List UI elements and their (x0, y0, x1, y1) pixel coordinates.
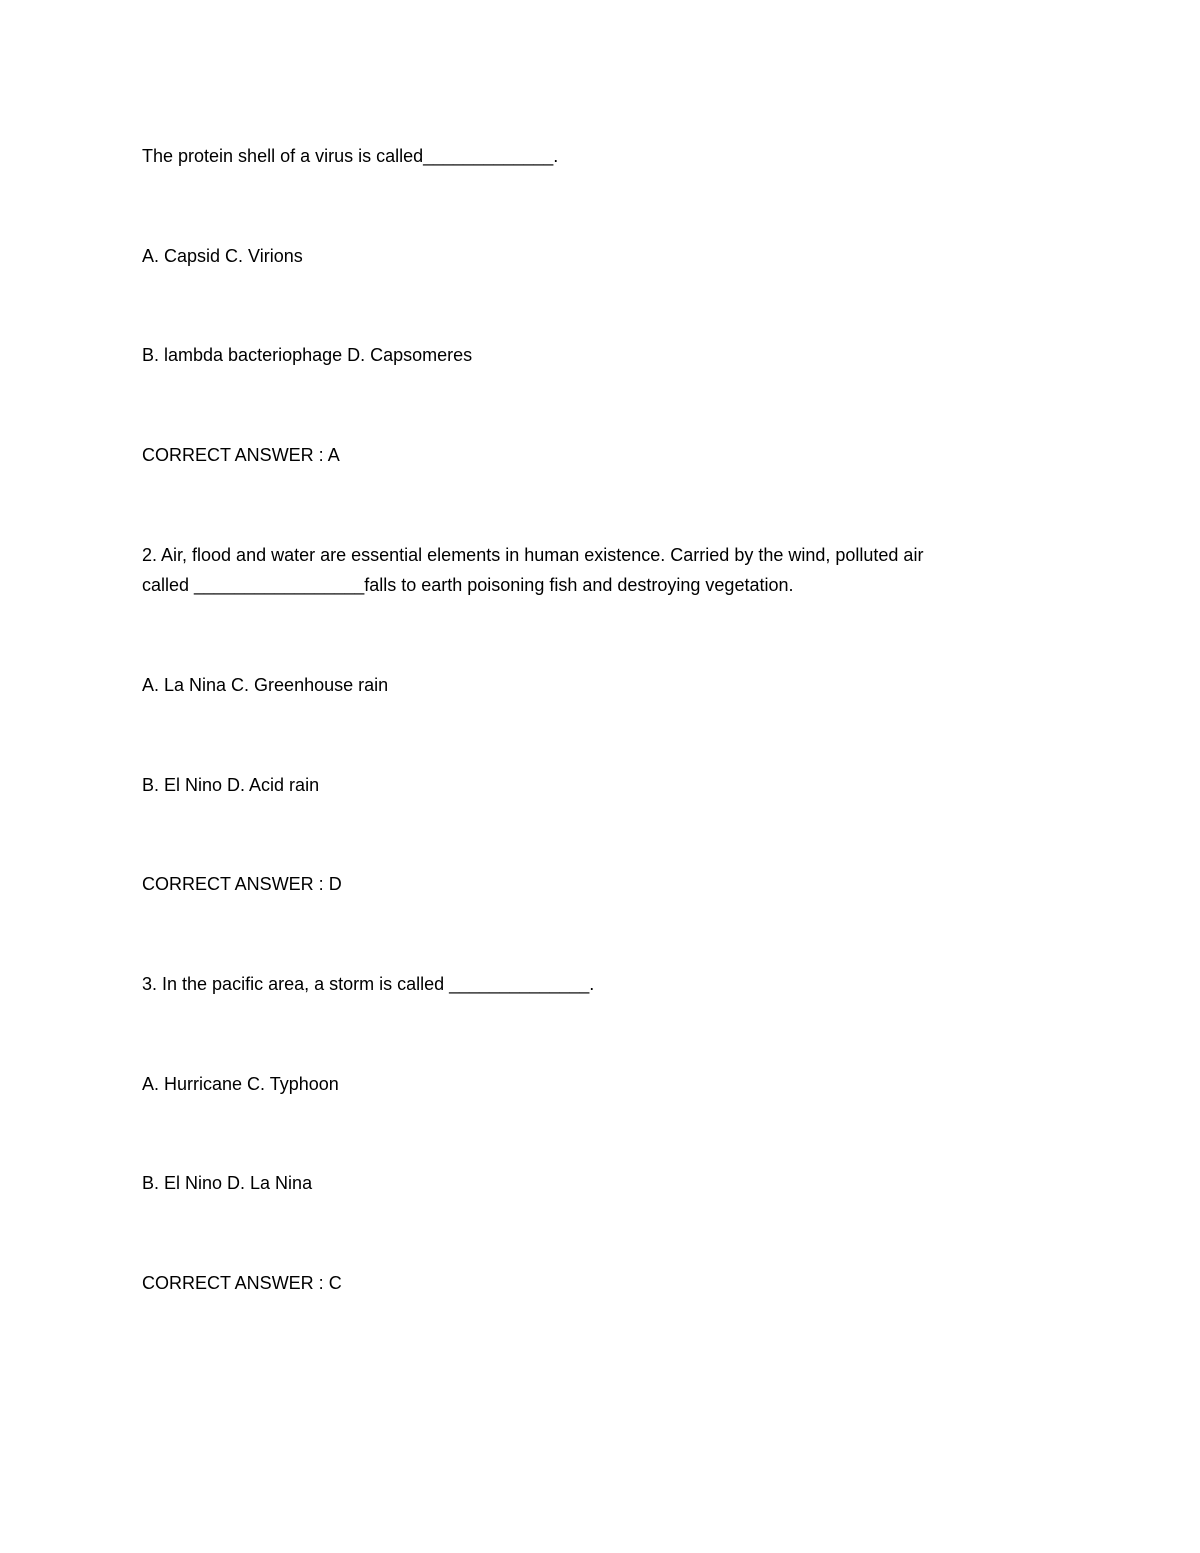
question-2-stem-line-1: 2. Air, flood and water are essential elements in human existence. Carried by the wind, polluted air (142, 545, 924, 565)
question-1-options-row-2: B. lambda bacteriophage D. Capsomeres (142, 345, 473, 365)
question-3-answer: CORRECT ANSWER : C (142, 1273, 342, 1293)
question-1-answer: CORRECT ANSWER : A (142, 445, 340, 465)
question-3-stem: 3. In the pacific area, a storm is called ______________. (142, 974, 595, 994)
question-2-stem-line-2: called _________________falls to earth poisoning fish and destroying vegetation. (142, 575, 794, 595)
question-3-options-row-2: B. El Nino D. La Nina (142, 1173, 313, 1193)
question-2-options-row-1: A. La Nina C. Greenhouse rain (142, 675, 389, 695)
question-2-answer: CORRECT ANSWER : D (142, 874, 342, 894)
question-3-options-row-1: A. Hurricane C. Typhoon (142, 1074, 339, 1094)
question-1-stem: The protein shell of a virus is called_____________. (142, 146, 559, 166)
question-2-options-row-2: B. El Nino D. Acid rain (142, 775, 320, 795)
question-1-options-row-1: A. Capsid C. Virions (142, 246, 303, 266)
